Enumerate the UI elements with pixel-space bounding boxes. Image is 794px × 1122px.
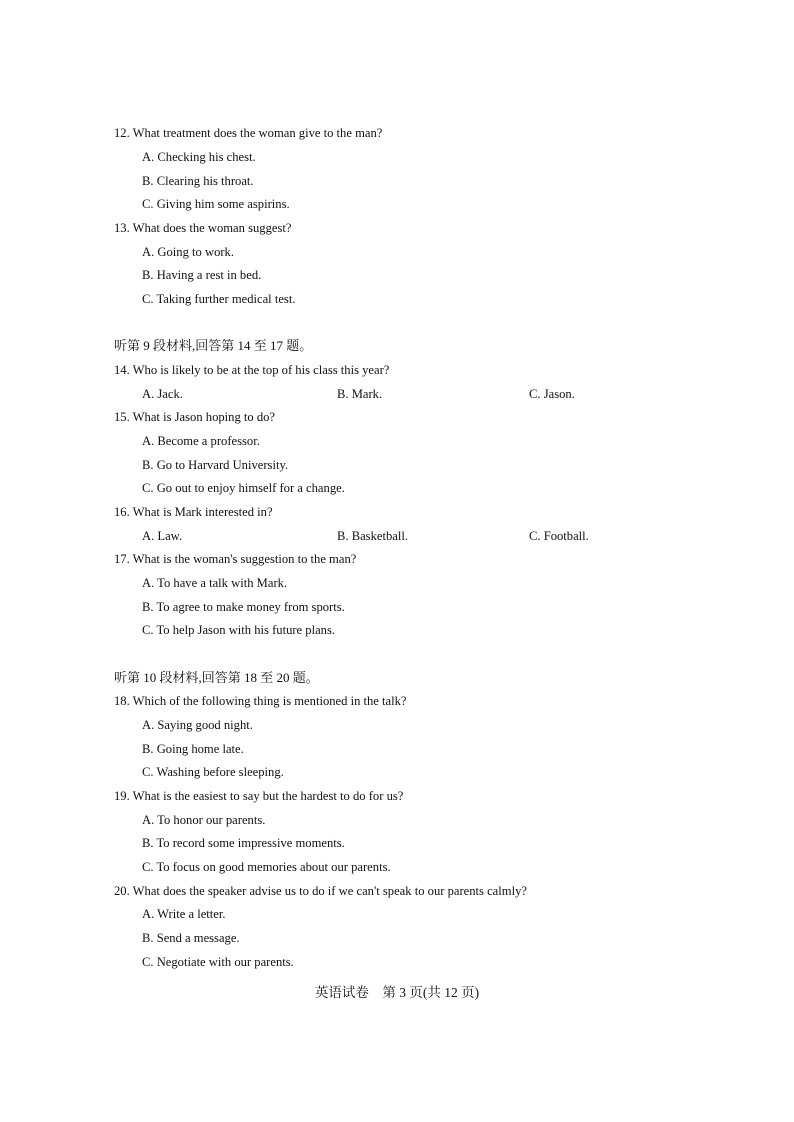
option-12c: C. Giving him some aspirins. bbox=[142, 197, 290, 211]
question-19: 19. What is the easiest to say but the hardest to do for us? bbox=[114, 789, 404, 803]
option-20a: A. Write a letter. bbox=[142, 907, 226, 921]
question-17: 17. What is the woman's suggestion to the man? bbox=[114, 552, 357, 566]
page-footer: 英语试卷 第 3 页(共 12 页) bbox=[314, 985, 480, 1000]
option-19a: A. To honor our parents. bbox=[142, 813, 266, 827]
question-13: 13. What does the woman suggest? bbox=[114, 221, 292, 235]
option-16a: A. Law. bbox=[142, 529, 183, 543]
question-14: 14. Who is likely to be at the top of his class this year? bbox=[114, 363, 390, 377]
option-16b: B. Basketball. bbox=[337, 529, 409, 543]
option-13c: C. Taking further medical test. bbox=[142, 292, 296, 306]
option-15a: A. Become a professor. bbox=[142, 434, 260, 448]
option-18a: A. Saying good night. bbox=[142, 718, 253, 732]
option-17a: A. To have a talk with Mark. bbox=[142, 576, 288, 590]
option-20c: C. Negotiate with our parents. bbox=[142, 955, 294, 969]
option-16c: C. Football. bbox=[529, 529, 589, 543]
option-15b: B. Go to Harvard University. bbox=[142, 458, 289, 472]
section-10-instruction: 听第 10 段材料,回答第 18 至 20 题。 bbox=[114, 670, 319, 685]
option-17b: B. To agree to make money from sports. bbox=[142, 600, 345, 614]
question-20: 20. What does the speaker advise us to do if we can't speak to our parents calmly? bbox=[114, 884, 527, 898]
option-19c: C. To focus on good memories about our parents. bbox=[142, 860, 391, 874]
question-18: 18. Which of the following thing is mentioned in the talk? bbox=[114, 694, 407, 708]
question-15: 15. What is Jason hoping to do? bbox=[114, 410, 276, 424]
option-14c: C. Jason. bbox=[529, 387, 575, 401]
option-13a: A. Going to work. bbox=[142, 245, 234, 259]
section-9-instruction: 听第 9 段材料,回答第 14 至 17 题。 bbox=[114, 338, 313, 353]
option-14a: A. Jack. bbox=[142, 387, 183, 401]
option-18c: C. Washing before sleeping. bbox=[142, 765, 284, 779]
option-12a: A. Checking his chest. bbox=[142, 150, 256, 164]
option-18b: B. Going home late. bbox=[142, 742, 244, 756]
option-20b: B. Send a message. bbox=[142, 931, 240, 945]
option-13b: B. Having a rest in bed. bbox=[142, 268, 262, 282]
option-17c: C. To help Jason with his future plans. bbox=[142, 623, 336, 637]
option-12b: B. Clearing his throat. bbox=[142, 174, 254, 188]
question-12: 12. What treatment does the woman give to the man? bbox=[114, 126, 383, 140]
option-19b: B. To record some impressive moments. bbox=[142, 836, 345, 850]
option-15c: C. Go out to enjoy himself for a change. bbox=[142, 481, 345, 495]
option-14b: B. Mark. bbox=[337, 387, 383, 401]
question-16: 16. What is Mark interested in? bbox=[114, 505, 273, 519]
